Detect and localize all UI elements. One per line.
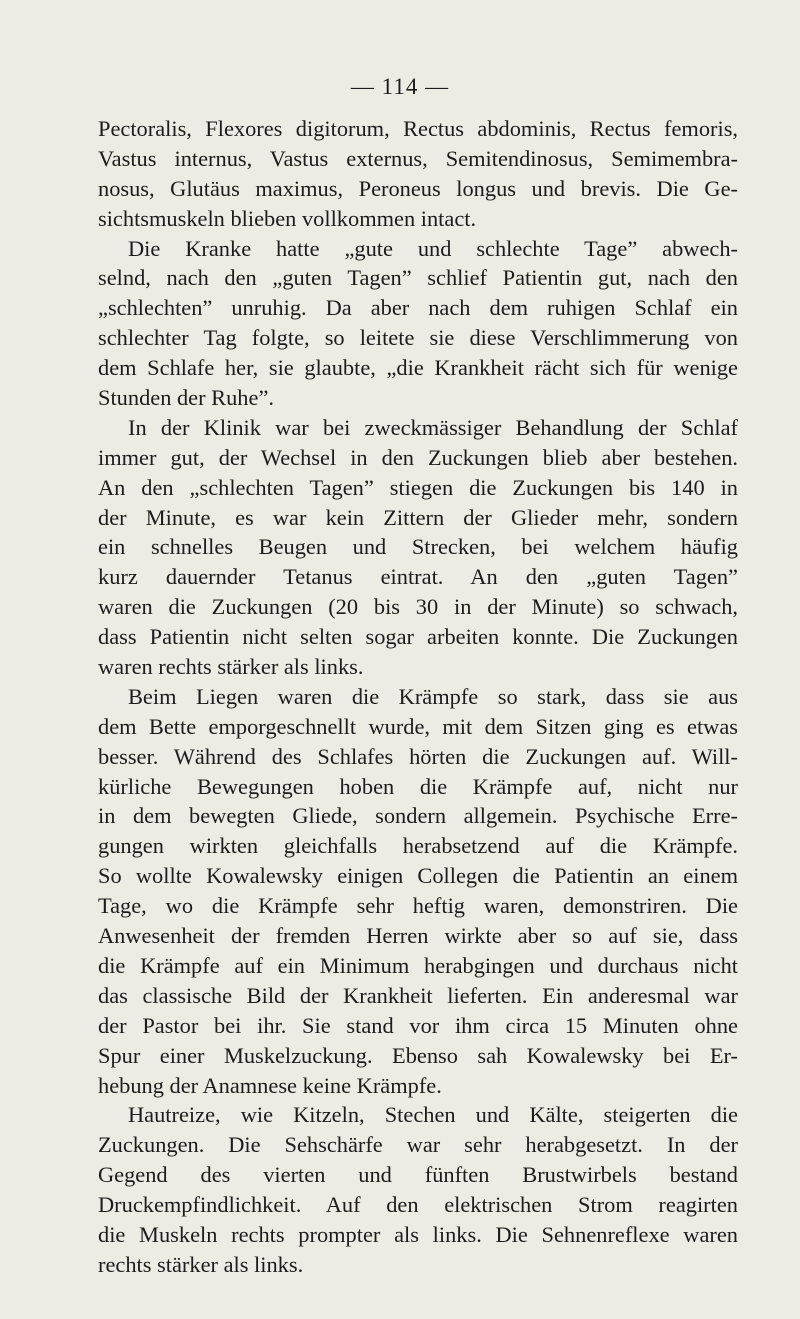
text-line: So wollte Kowalewsky einigen Collegen die Patientin an einem bbox=[98, 863, 738, 889]
text-line: der Minute, es war kein Zittern der Glieder mehr, sondern bbox=[98, 504, 738, 530]
text-line: selnd, nach den „guten Tagen” schlief Patientin gut, nach den bbox=[98, 265, 738, 291]
text-line: die Muskeln rechts prompter als links. Die Sehnenreflexe waren bbox=[98, 1221, 738, 1247]
text-line: Die Kranke hatte „gute und schlechte Tage” abwech- bbox=[128, 235, 738, 261]
text-line: Spur einer Muskelzuckung. Ebenso sah Kowalewsky bei Er- bbox=[98, 1042, 738, 1068]
text-line: waren die Zuckungen (20 bis 30 in der Minute) so schwach, bbox=[98, 594, 738, 620]
text-line: rechts stärker als links. bbox=[98, 1251, 304, 1277]
text-line: Stunden der Ruhe”. bbox=[98, 385, 274, 411]
text-line: Beim Liegen waren die Krämpfe so stark, dass sie aus bbox=[128, 683, 738, 709]
text-line: An den „schlechten Tagen” stiegen die Zuckungen bis 140 in bbox=[98, 474, 738, 500]
text-line: Gegend des vierten und fünften Brustwirbels bestand bbox=[98, 1162, 738, 1188]
text-line: besser. Während des Schlafes hörten die Zuckungen auf. Will- bbox=[98, 743, 738, 769]
text-line: In der Klinik war bei zweckmässiger Behandlung der Schlaf bbox=[128, 414, 738, 440]
text-line: in dem bewegten Gliede, sondern allgemein. Psychische Erre- bbox=[98, 803, 738, 829]
text-line: Pectoralis, Flexores digitorum, Rectus abdominis, Rectus femoris, bbox=[98, 116, 738, 141]
text-line: das classische Bild der Krankheit lieferten. Ein anderesmal war bbox=[98, 982, 738, 1008]
text-line: Tage, wo die Krämpfe sehr heftig waren, demonstriren. Die bbox=[98, 893, 738, 919]
text-line: der Pastor bei ihr. Sie stand vor ihm circa 15 Minuten ohne bbox=[98, 1012, 738, 1038]
text-line: die Krämpfe auf ein Minimum herabgingen und durchaus nicht bbox=[98, 952, 738, 978]
text-line: Zuckungen. Die Sehschärfe war sehr herabgesetzt. In der bbox=[98, 1132, 738, 1158]
text-line: Anwesenheit der fremden Herren wirkte aber so auf sie, dass bbox=[98, 923, 738, 949]
text-line: sichtsmuskeln blieben vollkommen intact. bbox=[98, 205, 477, 231]
text-line: kürliche Bewegungen hoben die Krämpfe auf, nicht nur bbox=[98, 773, 738, 799]
text-line: ein schnelles Beugen und Strecken, bei welchem häufig bbox=[98, 534, 738, 560]
text-line: dem Bette emporgeschnellt wurde, mit dem Sitzen ging es etwas bbox=[98, 713, 738, 739]
body-text bbox=[98, 114, 738, 1280]
text-line: Vastus internus, Vastus externus, Semitendinosus, Semimembra- bbox=[98, 145, 738, 171]
text-line: hebung der Anamnese keine Krämpfe. bbox=[98, 1072, 442, 1098]
text-line: nosus, Glutäus maximus, Peroneus longus und brevis. Die Ge- bbox=[98, 175, 738, 201]
text-line: Hautreize, wie Kitzeln, Stechen und Kälte, steigerten die bbox=[128, 1102, 738, 1128]
text-line: Druckempfindlichkeit. Auf den elektrischen Strom reagirten bbox=[98, 1192, 738, 1218]
text-line: immer gut, der Wechsel in den Zuckungen blieb aber bestehen. bbox=[98, 444, 738, 470]
text-line: gungen wirkten gleichfalls herabsetzend auf die Krämpfe. bbox=[98, 833, 738, 859]
text-line: „schlechten” unruhig. Da aber nach dem ruhigen Schlaf ein bbox=[98, 295, 738, 321]
text-line: dass Patientin nicht selten sogar arbeiten konnte. Die Zuckungen bbox=[98, 624, 738, 650]
text-line: dem Schlafe her, sie glaubte, „die Krankheit rächt sich für wenige bbox=[98, 355, 738, 381]
text-line: schlechter Tag folgte, so leitete sie diese Verschlimmerung von bbox=[98, 325, 738, 351]
page-number: — 114 — bbox=[350, 74, 450, 99]
text-line: kurz dauernder Tetanus eintrat. An den „guten Tagen” bbox=[98, 564, 738, 590]
text-line: waren rechts stärker als links. bbox=[98, 654, 364, 680]
